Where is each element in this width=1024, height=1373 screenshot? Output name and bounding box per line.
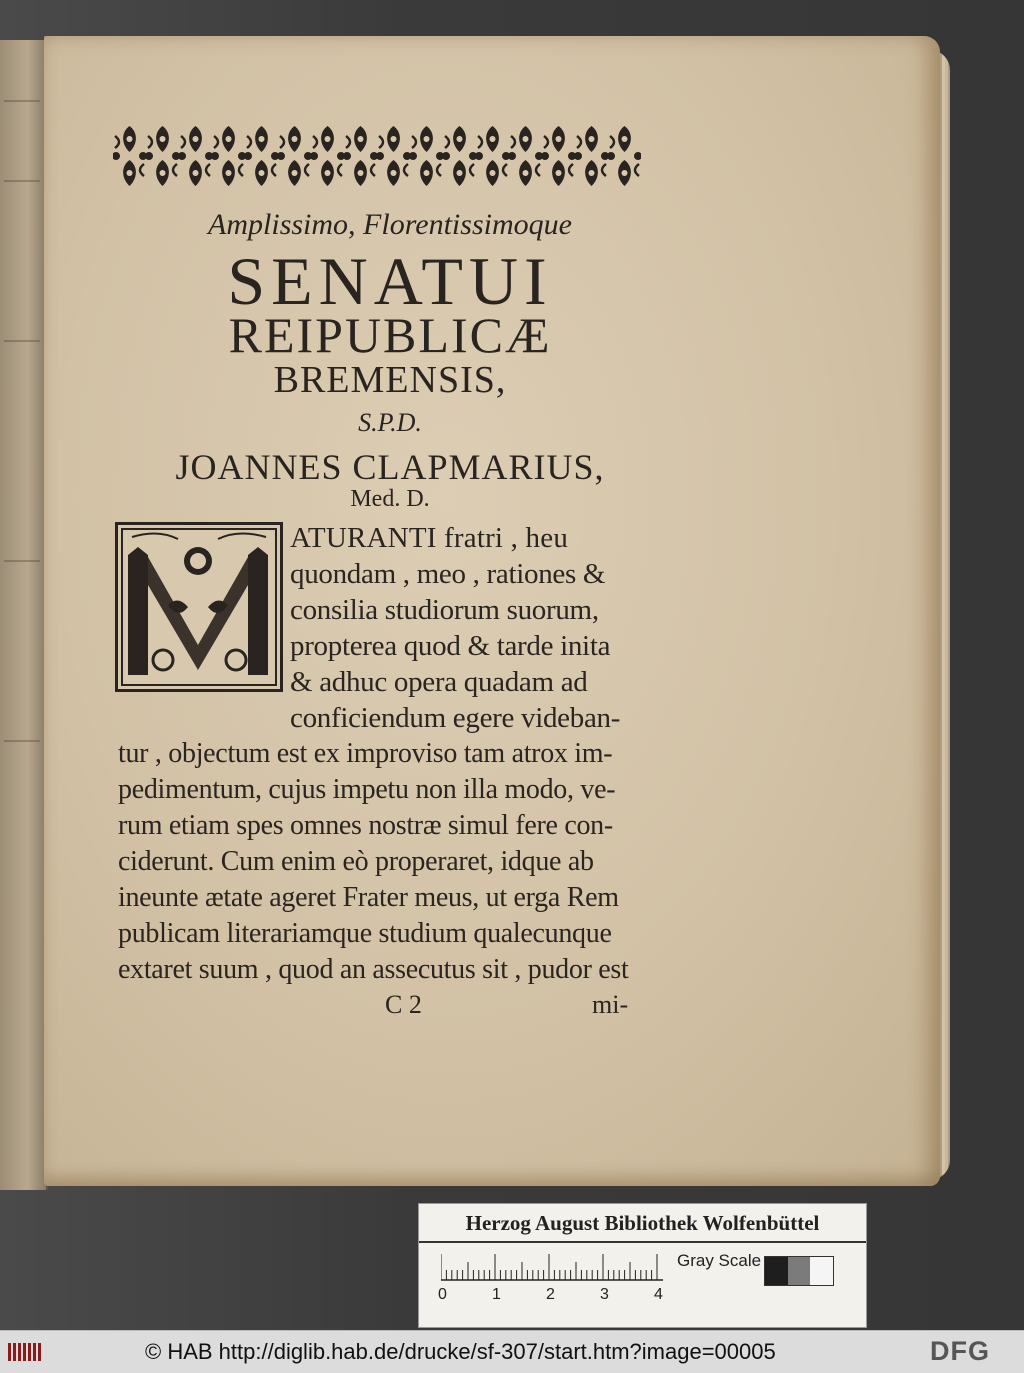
gray-scale-swatches xyxy=(764,1256,834,1286)
body-line-4: propterea quod & tarde inita xyxy=(290,630,611,662)
body-line-3: consilia studiorum suorum, xyxy=(290,594,599,626)
body-line-1: ATURANTI fratri , heu xyxy=(290,522,569,554)
ruler-number-3: 3 xyxy=(600,1286,609,1303)
library-name: Herzog August Bibliothek Wolfenbüttel xyxy=(465,1211,820,1235)
body-line-5: & adhuc opera quadam ad xyxy=(290,666,588,698)
heading-senatui: SENATUI xyxy=(227,243,553,319)
body-line-10: ciderunt. Cum enim eò properaret, idque ab xyxy=(118,846,594,877)
swatch-gray xyxy=(788,1257,811,1285)
ruler-number-0: 0 xyxy=(438,1286,447,1303)
body-line-9: rum etiam spes omnes nostræ simul fere con- xyxy=(118,810,613,841)
measurement-ruler xyxy=(441,1250,663,1286)
ruler-number-2: 2 xyxy=(546,1286,555,1303)
ornament-band xyxy=(113,122,641,190)
signature-mark: C 2 xyxy=(385,990,422,1019)
color-target-card xyxy=(418,1203,867,1328)
dfg-logo: DFG xyxy=(930,1336,990,1366)
target-divider xyxy=(419,1241,866,1243)
catchword: mi- xyxy=(592,990,629,1019)
body-line-8: pedimentum, cujus impetu non illa modo, ve- xyxy=(118,774,616,805)
body-line-2: quondam , meo , rationes & xyxy=(290,558,606,590)
decorated-initial-m xyxy=(115,522,283,692)
author-name: JOANNES CLAPMARIUS, xyxy=(175,447,605,487)
body-line-13: extaret suum , quod an assecutus sit , pudor est xyxy=(118,954,629,985)
body-line-11: ineunte ætate ageret Frater meus, ut erga Rem xyxy=(118,882,619,913)
body-line-6: conficiendum egere videban- xyxy=(290,702,621,734)
footer-bar xyxy=(0,1330,1024,1373)
swatch-white xyxy=(810,1257,833,1285)
body-line-12: publicam literariamque studium qualecunque xyxy=(118,918,612,949)
body-line-7: tur , objectum est ex improviso tam atrox im- xyxy=(118,738,613,769)
copyright-link[interactable]: © HAB http://diglib.hab.de/drucke/sf-307/start.htm?image=00005 xyxy=(145,1339,776,1364)
heading-bremensis: BREMENSIS, xyxy=(273,359,507,401)
ruler-number-1: 1 xyxy=(492,1286,501,1303)
heading-dedication: Amplissimo, Florentissimoque xyxy=(208,208,572,241)
heading-spd: S.P.D. xyxy=(358,408,422,437)
previous-page-edge xyxy=(0,40,48,1190)
hab-logo-icon xyxy=(8,1341,42,1363)
ruler-number-4: 4 xyxy=(654,1286,663,1303)
swatch-black xyxy=(765,1257,788,1285)
initial-m-illustration xyxy=(118,525,280,689)
gray-scale-label: Gray Scale xyxy=(677,1251,762,1270)
author-title: Med. D. xyxy=(350,486,430,512)
heading-reipublicae: REIPUBLICÆ xyxy=(228,307,552,363)
